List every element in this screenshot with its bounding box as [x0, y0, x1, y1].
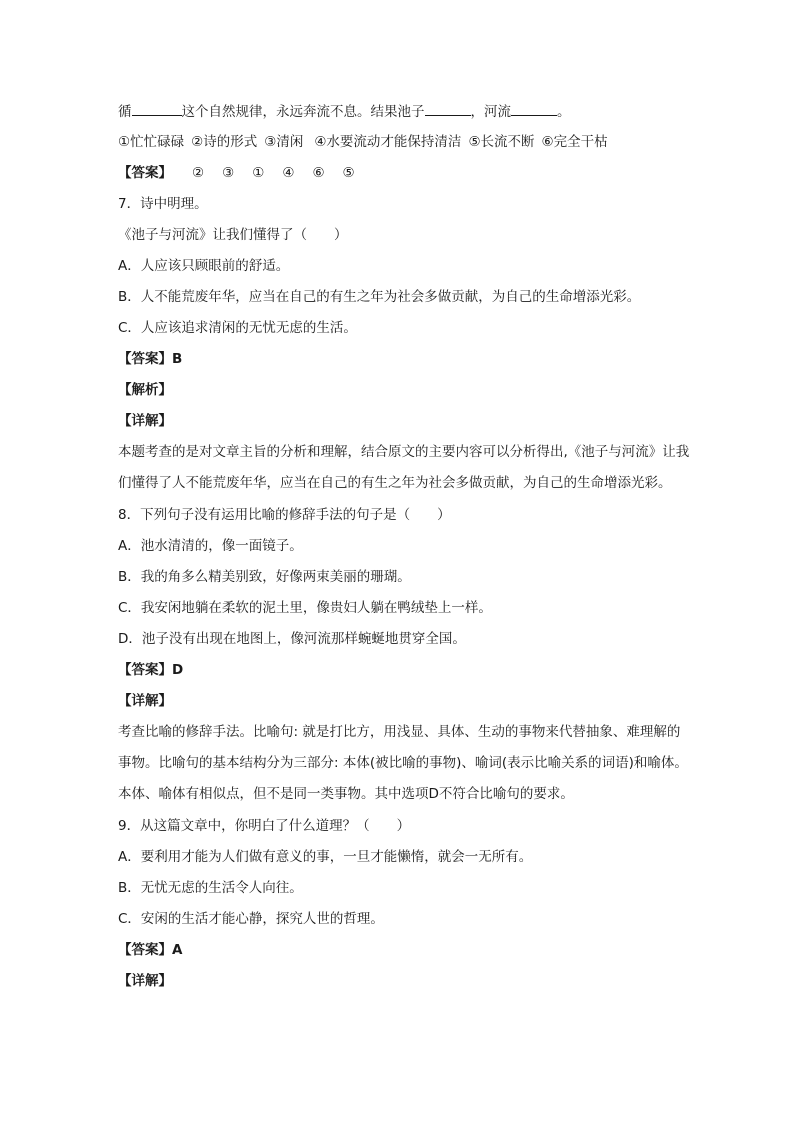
answer-seq-1: ② [192, 165, 205, 181]
q8-answer: 【答案】D [118, 662, 184, 678]
q7-answer: 【答案】B [118, 351, 183, 367]
q9-option-b: B．无忧无虑的生活令人向往。 [118, 880, 303, 896]
sentence-part-3: ，河流 [470, 104, 511, 120]
blank-3 [511, 101, 557, 116]
blank-2 [425, 101, 471, 116]
q8-detail: 考查比喻的修辞手法。比喻句: 就是打比方，用浅显、具体、生动的事物来代替抽象、难理解的事物。比喻句的基本结构分为三部分: 本体(被比喻的事物)、喻词(表示比喻关系的词语)和喻体。本体、喻体有相似点，但不是同一类事物。其中选项D不符合比喻句的要求。 [118, 724, 688, 802]
q8-option-a: A．池水清清的，像一面镜子。 [118, 538, 303, 554]
q7-analysis-label: 【解析】 [118, 382, 172, 398]
answer-seq-5: ⑥ [312, 165, 325, 181]
word-options [118, 132, 690, 152]
fill-blank-sentence [118, 101, 690, 121]
q9-detail-label: 【详解】 [118, 973, 172, 989]
q7-option-b: B．人不能荒废年华，应当在自己的有生之年为社会多做贡献，为自己的生命增添光彩。 [118, 289, 641, 305]
word-option-1: ①忙忙碌碌 [118, 134, 185, 150]
q8-option-c: C．我安闲地躺在柔软的泥土里，像贵妇人躺在鸭绒垫上一样。 [118, 600, 492, 616]
word-option-3: ③清闲 [264, 134, 304, 150]
q9-option-c: C．安闲的生活才能心静，探究人世的哲理。 [118, 911, 384, 927]
fill-answer [118, 163, 690, 183]
answer-seq-2: ③ [222, 165, 235, 181]
word-option-2: ②诗的形式 [191, 134, 258, 150]
sentence-part-1: 循 [118, 104, 132, 120]
word-option-4: ④水要流动才能保持清洁 [314, 134, 462, 150]
q8-option-d: D．池子没有出现在地图上，像河流那样蜿蜒地贯穿全国。 [118, 631, 466, 647]
q7-title: 7．诗中明理。 [118, 196, 208, 212]
q7-stem: 《池子与河流》让我们懂得了（ ） [118, 227, 348, 243]
q7-detail: 本题考查的是对文章主旨的分析和理解，结合原文的主要内容可以分析得出,《池子与河流》让我们懂得了人不能荒废年华，应当在自己的有生之年为社会多做贡献，为自己的生命增添光彩。 [118, 444, 690, 491]
answer-seq-6: ⑤ [342, 165, 355, 181]
sentence-part-2: 这个自然规律，永远奔流不息。结果池子 [181, 104, 425, 120]
q8-detail-label: 【详解】 [118, 693, 172, 709]
word-option-5: ⑤长流不断 [468, 134, 535, 150]
q7-option-a: A．人应该只顾眼前的舒适。 [118, 258, 290, 274]
answer-seq-3: ① [252, 165, 265, 181]
q9-answer: 【答案】A [118, 942, 183, 958]
q7-option-c: C．人应该追求清闲的无忧无虑的生活。 [118, 320, 357, 336]
blank-1 [132, 101, 182, 116]
answer-seq-4: ④ [282, 165, 295, 181]
sentence-part-4: 。 [557, 104, 571, 120]
q7-detail-label: 【详解】 [118, 413, 172, 429]
q9-title: 9．从这篇文章中，你明白了什么道理？（ ） [118, 818, 411, 834]
document-page [118, 101, 690, 1002]
answer-label: 【答案】 [118, 165, 172, 181]
q9-option-a: A．要利用才能为人们做有意义的事，一旦才能懒惰，就会一无所有。 [118, 849, 533, 865]
q8-option-b: B．我的角多么精美别致，好像两束美丽的珊瑚。 [118, 569, 411, 585]
word-option-6: ⑥完全干枯 [541, 134, 608, 150]
q8-title: 8．下列句子没有运用比喻的修辞手法的句子是（ ） [118, 507, 451, 523]
